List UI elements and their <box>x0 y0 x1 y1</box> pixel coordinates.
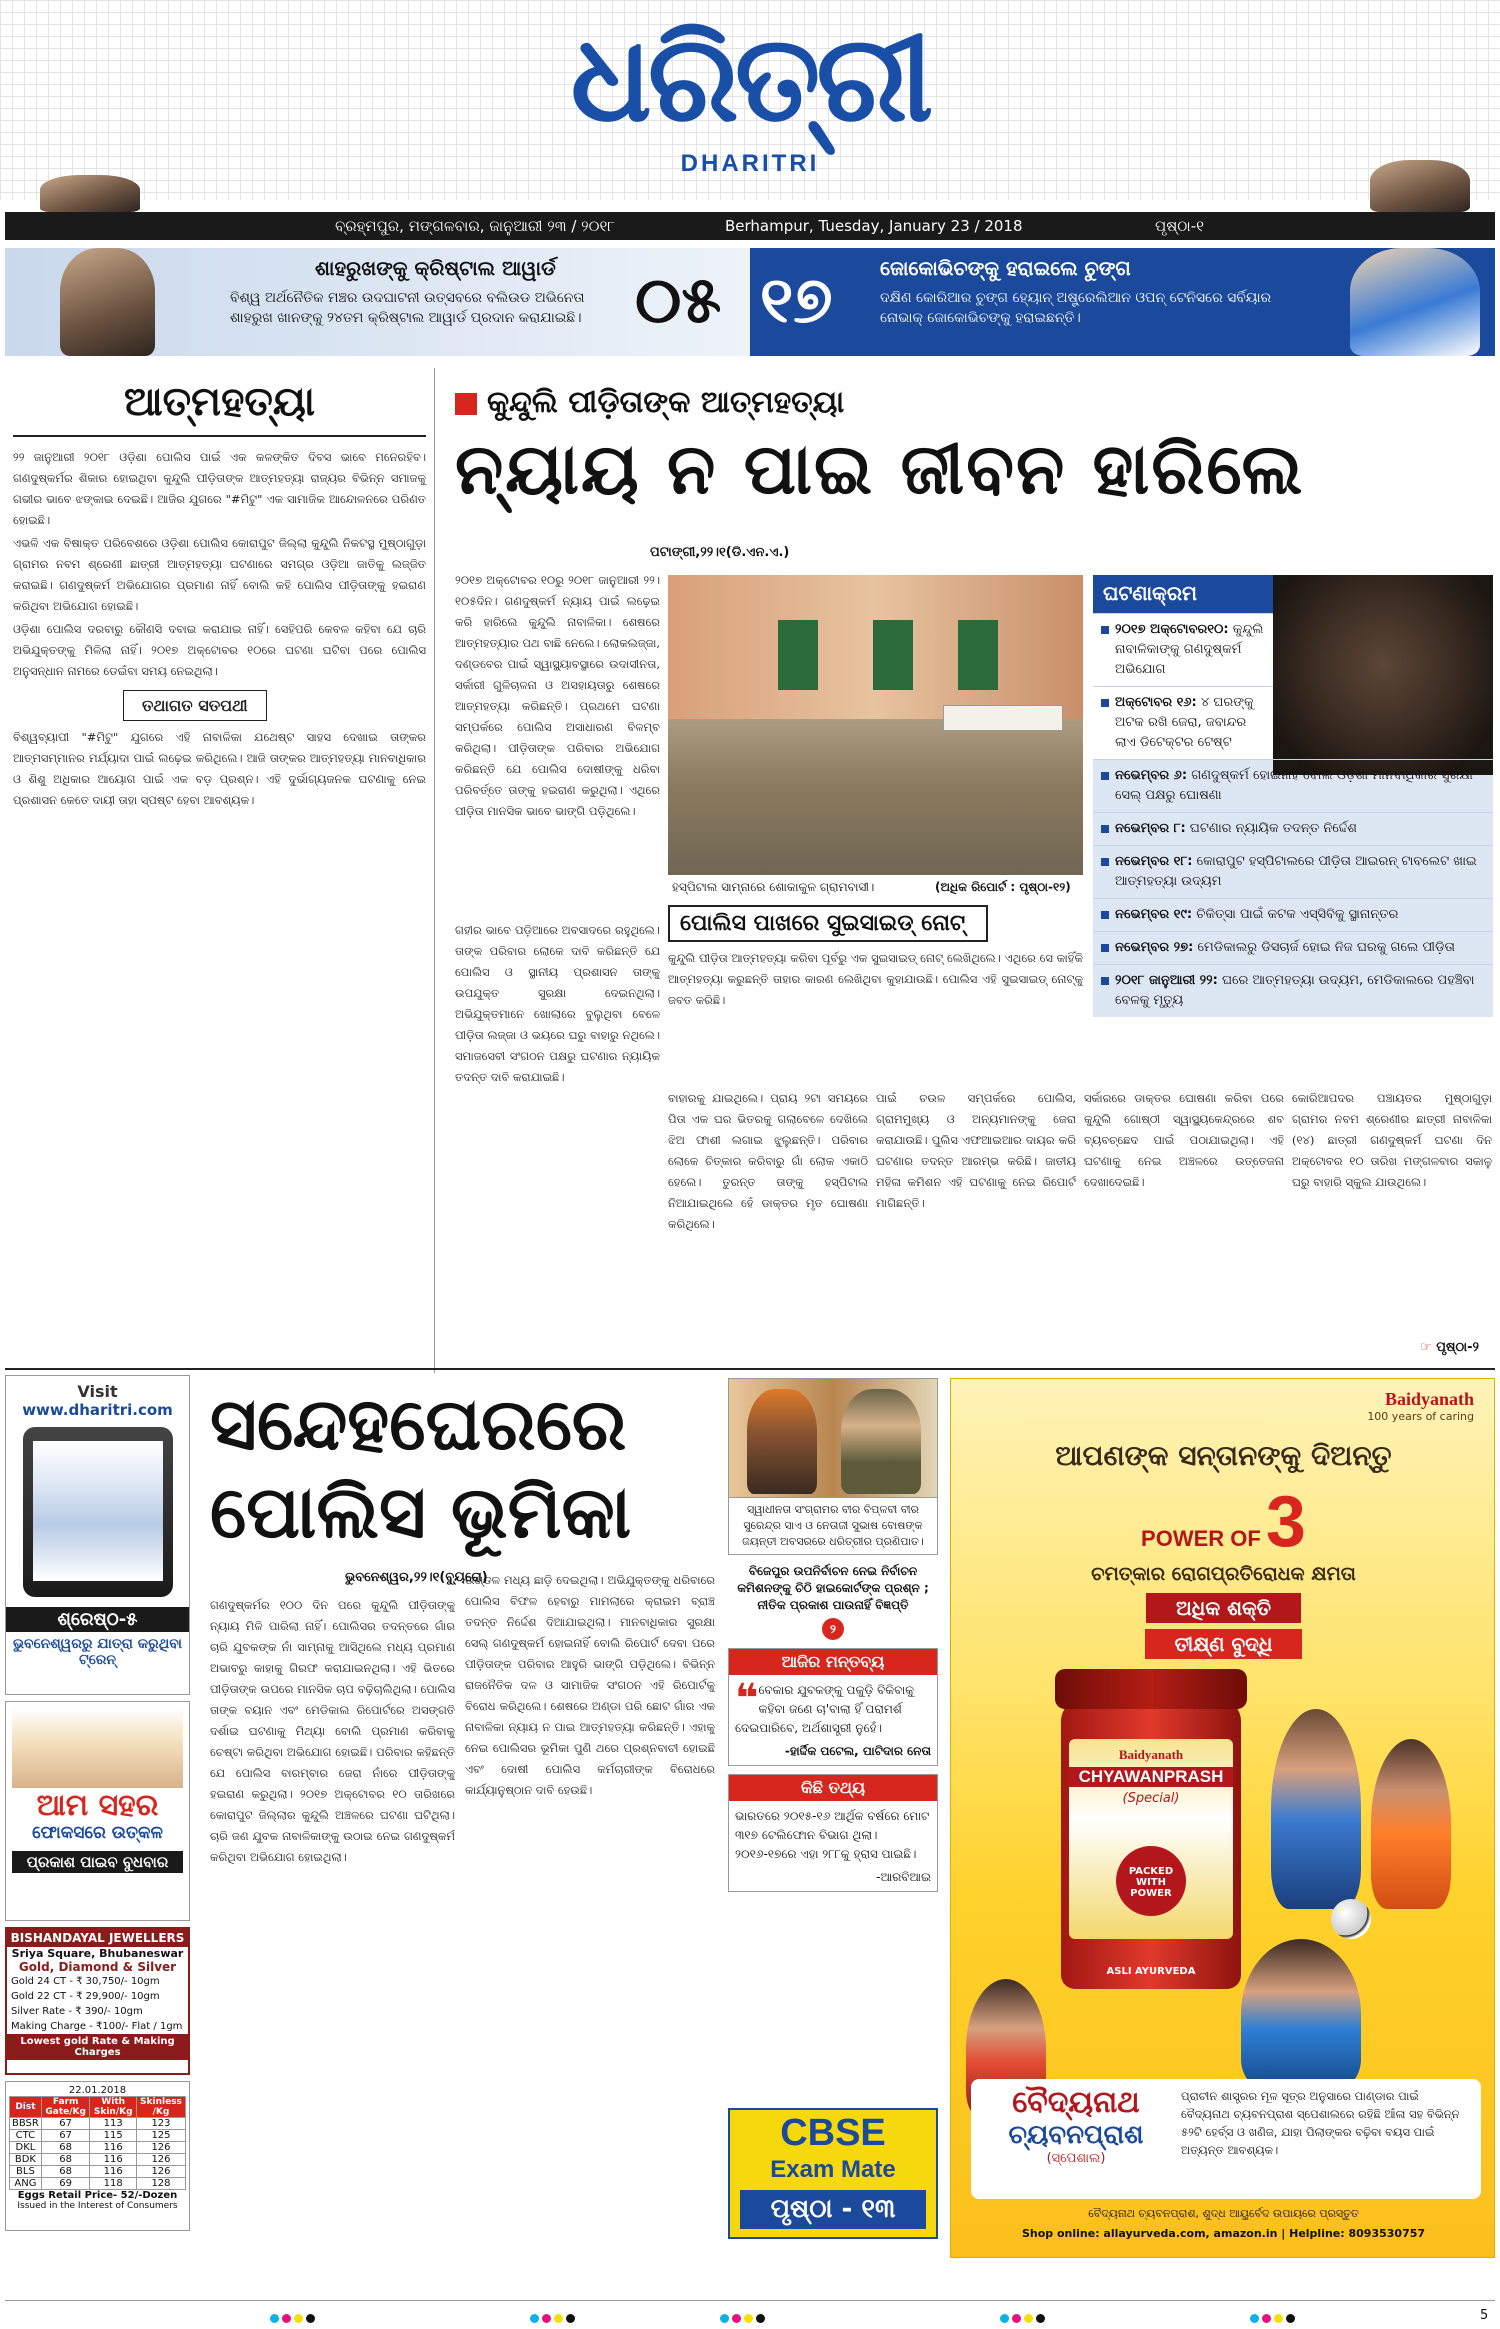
egg-table-cell: BBSR <box>10 2118 42 2130</box>
teaser-shahrukh[interactable] <box>5 248 750 356</box>
egg-table-cell: 68 <box>41 2154 90 2166</box>
sidebar-promos <box>5 1375 190 2255</box>
freedom-fighters-portrait <box>728 1378 938 1498</box>
jar-special: (Special) <box>1122 1791 1180 1806</box>
egg-table-cell: 67 <box>41 2130 90 2142</box>
editorial-paragraph: ବିଶ୍ୱବ୍ୟାପୀ "#ମିଟୁ" ଯୁଗରେ ଏହି ନାବାଳିକା ଯଥେଷ୍ଟ ସାହସ ଦେଖାଇ ତାଙ୍କର ଆତ୍ମସମ୍ମାନର ମର୍ଯ୍ୟାଦା ପାଇଁ ଲଢ଼େଇ କରିଥିଲେ। ଆଜି ତାଙ୍କର ଆତ୍ମହତ୍ୟା ମାନବାଧିକାର ଓ ଶିଶୁ ଅଧିକାର ଆୟୋଗ ପାଇଁ ଏକ ବଡ଼ ପ୍ରଶ୍ନ। ଏହି ଦୁର୍ଭାଗ୍ୟଜନକ ଘଟଣାକୁ ନେଇ ପ୍ରଶାସନ କେତେ ଦାୟୀ ତାହା ସ୍ପଷ୍ଟ ହେବା ଆବଶ୍ୟକ। <box>13 730 426 807</box>
jeweller-ad[interactable] <box>5 1927 190 2075</box>
promo-subtitle: ଫୋକସରେ ଉତ୍କଳ <box>32 1823 163 1843</box>
footer-page-number: 5 <box>1480 2308 1489 2323</box>
teaser-text: ବିଶ୍ୱ ଅର୍ଥନୈତିକ ମଞ୍ଚର ଉଦଘାଟନୀ ଉତ୍ସବରେ ବଲିଉଡ ଅଭିନେତା ଶାହରୁଖ ଖାନଙ୍କୁ ୨୪ତମ କ୍ରିଷ୍ଟାଲ ଆୱାର୍ଡ ପ୍ରଦାନ କରାଯାଇଛି। <box>230 290 585 326</box>
jar-product: CHYAWANPRASH <box>1069 1767 1233 1787</box>
egg-note: Issued in the Interest of Consumers <box>17 2201 178 2211</box>
child-figure <box>1271 1709 1361 1909</box>
ad-shop-online[interactable]: Shop online: allayurveda.com, amazon.in | Helpline: 8093530757 <box>1021 2227 1426 2240</box>
chung-photo <box>1350 248 1480 356</box>
date-odia: ବ୍ରହ୍ମପୁର, ମଙ୍ଗଳବାର, ଜାନୁଆରୀ ୨୩ / ୨୦୧୮ <box>335 217 616 235</box>
suicide-note-box <box>668 905 1083 1075</box>
lead-column-2: ଗହୀର ଭାବେ ପଡ଼ିଆରେ ଅବସାଦରେ ରହୁଥିଲେ। ତାଙ୍କ ପରିବାର ଲୋକେ ଦାବି କରିଛନ୍ତି ଯେ ପୋଲିସ ଓ ସ୍ଥାନୀୟ ପ୍ରଶାସନ ତାଙ୍କୁ ଉପଯୁକ୍ତ ସୁରକ୍ଷା ଦେଇନଥିଲା। ଅଭିଯୁକ୍ତମାନେ ଖୋଲାରେ ବୁଲୁଥିବା ବେଳେ ପୀଡ଼ିତା ଲଜ୍ଜା ଓ ଭୟରେ ଘରୁ ବାହାରୁ ନଥିଲେ। ସମାଜସେବୀ ସଂଗଠନ ପକ୍ଷରୁ ଘଟଣାର ନ୍ୟାୟିକ ତଦନ୍ତ ଦାବି କରାଯାଇଛି। <box>455 923 660 1084</box>
logo-subtitle: DHARITRI <box>680 150 820 177</box>
teaser-page: ୦୫ <box>635 264 722 338</box>
footer-rule <box>5 2300 1495 2301</box>
child-figure <box>1241 1939 1361 2089</box>
lead-dateline: ପଟାଙ୍ଗୀ,୨୨।୧(ଡି.ଏନ.ଏ.) <box>650 545 790 560</box>
phone-image <box>23 1427 173 1597</box>
teaser-text: ଦକ୍ଷିଣ କୋରିଆର ଚୁଙ୍ଗ ହ୍ୟୋନ୍ ଅଷ୍ଟ୍ରେଲିଆନ ଓପନ୍ ଟେନିସରେ ସର୍ବିୟାର ନୋଭାକ୍ ଜୋକୋଭିଚଙ୍କୁ ହରାଇଛନ୍ତି। <box>880 290 1272 326</box>
teaser-title: ଜୋକୋଭିଚଙ୍କୁ ହରାଇଲେ ଚୁଙ୍ଗ <box>880 256 1131 280</box>
lead-column-6: କୋରିଆପଦର ପଞ୍ଚାୟତର ମୁଷ୍ଠାଗୁଡ଼ା ଗ୍ରାମର ନବମ ଶ୍ରେଣୀର ଛାତ୍ରୀ ନାବାଳିକା (୧୪) ଛାତ୍ରୀ ଗଣଦୁଷ୍କର୍ମ ଘଟଣା ଦିନ ଅକ୍ଟୋବର ୧୦ ତାରିଖ ମଙ୍ଗଳବାର ସକାଳୁ ଘରୁ ବାହାରି ସ୍କୁଲ ଯାଉଥିଲେ। <box>1292 1091 1492 1189</box>
lead-kicker <box>455 385 1495 420</box>
print-registration-marks <box>1000 2312 1048 2326</box>
ad-benefit-2: ତୀକ୍ଷ୍ଣ ବୁଦ୍ଧି <box>1145 1629 1303 1659</box>
timeline-item: ନଭେମ୍ବର ୨୭: ମେଡିକାଲରୁ ଡିସଚାର୍ଜ ହୋଇ ନିଜ ଘରକୁ ଗଲେ ପୀଡ଼ିତା <box>1093 931 1493 964</box>
egg-table-cell: BDK <box>10 2154 42 2166</box>
lead-column-1: ୨୦୧୭ ଅକ୍ଟୋବର ୧୦ରୁ ୨୦୧୮ ଜାନୁଆରୀ ୨୨। ୧୦୫ଦିନ। ଗଣଦୁଷ୍କର୍ମ ନ୍ୟାୟ ପାଇଁ ଲଢ଼େଇ କରି ହାରିଲେ କୁନ୍ଦୁଲି ନାବାଳିକା। ଶେଷରେ ଆତ୍ମହତ୍ୟାର ପଥ ବାଛି ନେଲେ। ଲୋକଲଜ୍ଜା, ଦଣ୍ଡବେର ପାଇଁ ସ୍ୱାସ୍ଥ୍ୟାବସ୍ଥାରେ ଉଦାସୀନତା, ସର୍କାରୀ ଗୁଳିଚାଳନା ଓ ଅସହାୟତାରୁ ଶେଷରେ ଆତ୍ମହତ୍ୟା କରିଛନ୍ତି। ପ୍ରଥମେ ଘଟଣା ସମ୍ପର୍କରେ ପୋଲିସ ଅସାଧାରଣ ବିଳମ୍ବ କରିଥିଲା। ପୀଡ଼ିତାଙ୍କ ପରିବାର ଅଭିଯୋଗ କରିଛନ୍ତି ଯେ ପୋଲିସ ଦୋଷୀଙ୍କୁ ଧରିବା ପରିବର୍ତ୍ତେ ତାଙ୍କୁ ହଇରାଣ କରୁଥିଲା। ଏଥିରେ ପୀଡ଼ିତା ମାନସିକ ଭାବେ ଭାଙ୍ଗି ପଡ଼ିଥିଲେ। <box>455 573 660 818</box>
second-column-1: ଗଣଦୁଷ୍କର୍ମର ୧୦୦ ଦିନ ପରେ କୁନ୍ଦୁଲି ପୀଡ଼ିତାଙ୍କୁ ନ୍ୟାୟ ମିଳି ପାରିଲା ନାହିଁ। ପୋଲିସର ତଦନ୍ତରେ ଗାଁର ଚାରି ଯୁବକଙ୍କ ନାଁ ସାମ୍ନାକୁ ଆସିଥିଲେ ମଧ୍ୟ ପ୍ରମାଣ ଅଭାବରୁ କାହାକୁ ଗିରଫ କରାଯାଇନଥିଲା। ଏହି ଭିତରେ ପୀଡ଼ିତାଙ୍କ ଉପରେ ମାନସିକ ଚାପ ବଢ଼ିଚାଲିଥିଲା। ପୋଲିସ ତାଙ୍କ ବୟାନ ଏବଂ ମେଡିକାଲ ରିପୋର୍ଟରେ ଅସଙ୍ଗତି ଦର୍ଶାଇ ଘଟଣାକୁ ମିଥ୍ୟା ବୋଲି ପ୍ରମାଣ କରିବାକୁ ଚେଷ୍ଟା କରିଥିବା ଅଭିଯୋଗ ହୋଇଛି। ପରିବାର କହିଛନ୍ତି ଯେ ପୋଲିସ ବାରମ୍ବାର ଜେରା ନାଁରେ ପୀଡ଼ିତାଙ୍କୁ ହଇରାଣ କରୁଥିଲା। ୨୦୧୭ ଅକ୍ଟୋବର ୧୦ ତାରିଖରେ କୋରାପୁଟ ଜିଲ୍ଲାର କୁନ୍ଦୁଲି ଅଞ୍ଚଳରେ ଘଟଣା ଘଟିଥିଲା। ଚାରି ଜଣ ଯୁବକ ନାବାଳିକାଙ୍କୁ ଉଠାଇ ନେଇ ଗଣଦୁଷ୍କର୍ମ କରିଥିବା ଅଭିଯୋଗ ହୋଇଥିଲା। <box>210 1598 455 1864</box>
egg-table-cell: 126 <box>136 2154 185 2166</box>
timeline-title: ଘଟଣାକ୍ରମ <box>1093 575 1493 613</box>
second-headline-line2: ପୋଲିସ ଭୂମିକା <box>210 1470 632 1554</box>
lead-column-4: ପାଇଁ ଚଉଳ ସମ୍ପର୍କରେ ପୋଲିସ, ଗ୍ରାମମୁଖ୍ୟ ଓ ଅନ୍ୟମାନଙ୍କୁ ଜେରା କରାଯାଉଛି। ପୁଲିସ ଏଫଆଇଆର ଦାୟର କରି ଘଟଣାର ତଦନ୍ତ ଆରମ୍ଭ କରିଛି। ଜାତୀୟ ମହିଳା କମିଶନ ଏହି ଘଟଣାକୁ ନେଇ ରିପୋର୍ଟ ମାଗିଛନ୍ତି। <box>876 1091 1076 1210</box>
egg-table-cell: ANG <box>10 2178 42 2190</box>
page-number: ପୃଷ୍ଠା-୧ <box>1155 217 1204 235</box>
egg-table-row <box>10 2142 186 2154</box>
silver-rate: Silver Rate - ₹ 390/- 10gm <box>11 2006 143 2017</box>
egg-table-header: Dist <box>10 2097 42 2118</box>
suicide-note-text: କୁନ୍ଦୁଲି ପୀଡ଼ିତା ଆତ୍ମହତ୍ୟା କରିବା ପୂର୍ବରୁ ଏକ ସୁଇସାଇଡ୍ ନୋଟ୍ ଲେଖିଥିଲେ। ଏଥିରେ ସେ କାହିଁକି ଆତ୍ମହତ୍ୟା କରୁଛନ୍ତି ତାହାର କାରଣ ଲେଖିଥିବା କୁହାଯାଉଛି। ପୋଲିସ ଏହି ସୁଇସାଇଡ୍ ନୋଟ୍‌କୁ ଜବତ କରିଛି। <box>668 951 1083 1007</box>
ad-benefit: ଚମତ୍କାର ରୋଗପ୍ରତିରୋଧକ କ୍ଷମତା <box>1091 1563 1356 1585</box>
egg-table-cell: 113 <box>90 2118 137 2130</box>
egg-table-cell: DKL <box>10 2142 42 2154</box>
website-promo[interactable] <box>5 1375 190 1695</box>
cbse-page: ପୃଷ୍ଠା - ୧୩ <box>740 2190 926 2229</box>
editorial-paragraph: ଓଡ଼ିଶା ପୋଲିସ ଦରବାରୁ କୌଣସି ଦବାଇ କରାଯାଇ ନାହିଁ। ସେହିପରି କେବଳ କହିବା ଯେ ଚାରି ଅଭିଯୁକ୍ତଙ୍କୁ ମିଳିଲା ନାହିଁ। ୨୦୧୭ ଅକ୍ଟୋବର ୧୦ରେ ଘଟଣା ଘଟିବା ପରେ ପୋଲିସ ଅନୁସନ୍ଧାନ ନାମରେ ଡେଇଁବା ସମୟ ନେଇଥିଲା। <box>13 622 426 678</box>
egg-date: 22.01.2018 <box>68 2085 127 2096</box>
quote-author: -ହାର୍ଦ୍ଦିକ ପଟେଲ, ପାଟିଦାର ନେତା <box>784 1744 931 1758</box>
cbse-subtitle: Exam Mate <box>770 2156 896 2183</box>
lead-column-5: ସର୍କାରରେ ଡାକ୍ତର ଘୋଷଣା କରିବା ପରେ କୁନ୍ଦୁଲି ଗୋଷ୍ଠୀ ସ୍ୱାସ୍ଥ୍ୟକେନ୍ଦ୍ରରେ ଶବ ବ୍ୟବଚ୍ଛେଦ ପାଇଁ ପଠାଯାଇଥିଲା। ଏହି ଘଟଣାକୁ ନେଇ ଅଞ୍ଚଳରେ ଉତ୍ତେଜନା ଦେଖାଦେଇଛି। <box>1084 1091 1284 1189</box>
egg-rate-table <box>9 2096 186 2190</box>
egg-table-cell: BLS <box>10 2166 42 2178</box>
logo-title: ଧରିତ୍ରୀ <box>570 10 930 149</box>
ad-footer-note: ବୈଦ୍ୟନାଥ ଚ୍ୟବନପ୍ରାଶ, ଶୁଦ୍ଧ ଆୟୁର୍ବେଦ ଉପାୟରେ ପ୍ରସ୍ତୁତ <box>1088 2207 1359 2220</box>
football-icon <box>1331 1899 1371 1939</box>
teaser-page: ୧୭ <box>760 264 833 338</box>
egg-table-cell: 116 <box>90 2142 137 2154</box>
lead-column-3: ବାହାରକୁ ଯାଇଥିଲେ। ପ୍ରାୟ ୨ଟା ସମୟରେ ପିତା ଏକ ଘର ଭିତରକୁ ଗଲାବେଳେ ଦେଖିଲେ ଝିଅ ଫାଶୀ ଲଗାଇ ଝୁଲୁଛନ୍ତି। ପରିବାର ଲୋକେ ଚିତ୍କାର କରିବାରୁ ଗାଁ ଲୋକ ଏକାଠି ହେଲେ। ତୁରନ୍ତ ତାଙ୍କୁ ହସ୍ପିଟାଲ ନିଆଯାଇଥିଲେ ହେଁ ଡାକ୍ତର ମୃତ ଘୋଷଣା କରିଥିଲେ। <box>668 1091 868 1231</box>
shahrukh-photo <box>60 248 155 356</box>
surendra-sai-portrait <box>747 1389 817 1494</box>
egg-table-cell: 126 <box>136 2142 185 2154</box>
logo <box>530 10 970 190</box>
egg-table-header: Farm Gate/Kg <box>41 2097 90 2118</box>
chung-portrait-head <box>1370 160 1470 212</box>
city-skyline-image <box>12 1708 183 1788</box>
timeline-item: ଅକ୍ଟୋବର ୧୬: ୪ ଘରଙ୍କୁ ଅଟକ ରଖି ଜେରା, ଜବାନ୍ଦର ଲାଏ ଡିଟେକ୍ଟର ଟେଷ୍ଟ <box>1093 686 1273 759</box>
teaser-chung[interactable] <box>750 248 1495 356</box>
print-registration-marks <box>720 2312 768 2326</box>
egg-table-row <box>10 2166 186 2178</box>
train-text: ଭୁବନେଶ୍ୱରରୁ ଯାତ୍ରା କରୁଥିବା ଟ୍ରେନ୍ <box>13 1636 182 1668</box>
ad-years: 100 years of caring <box>1367 1410 1474 1423</box>
visit-label: Visit <box>77 1382 118 1401</box>
egg-table-cell: CTC <box>10 2130 42 2142</box>
grieving-woman-image <box>1273 575 1493 775</box>
chyawanprash-jar <box>1061 1699 1241 1989</box>
egg-rate-card <box>5 2081 190 2231</box>
second-story <box>210 1380 720 1556</box>
egg-table-cell: 68 <box>41 2166 90 2178</box>
egg-table-cell: 69 <box>41 2178 90 2190</box>
ad-benefit-1: ଅଧିକ ଶକ୍ତି <box>1146 1593 1301 1623</box>
lead-story <box>455 385 1495 514</box>
cbse-exam-mate-promo[interactable] <box>728 2108 938 2239</box>
egg-table-row <box>10 2118 186 2130</box>
quote-text: ବେକାର ଯୁବକଙ୍କୁ ପକୁଡ଼ି ବିକିବାକୁ କହିବା ଜଣେ ଚା'ବାଲା ହିଁ ପରାମର୍ଶ ଦେଇପାରିବେ, ଅର୍ଥଶାସ୍ତ୍ରୀ ନୁହେଁ। <box>735 1683 914 1735</box>
editorial-title: ଆତ୍ମହତ୍ୟା <box>123 378 316 425</box>
jeweller-address: Sriya Square, Bhubaneswar <box>11 1947 184 1960</box>
promo-title: ଆମ ସହର <box>36 1788 159 1823</box>
ad-description: ପ୍ରାଚୀନ ଶାସ୍ତ୍ରର ମୂଳ ସୂତ୍ର ଅନୁସାରେ ପାଣ୍ଡାର ପାଇଁ ବୈଦ୍ୟନାଥ ଚ୍ୟବନପ୍ରାଶ ସ୍ପେଶାଲରେ ରହିଛି ଆଁଳା ସହ ବିଭିନ୍ନ ୫୨ଟି ହେର୍ବ୍ସ ଓ ଖଣିଜ, ଯାହା ପିଲାଙ୍କର ବଢ଼ିବା ବୟସ ପାଇଁ ଅତ୍ୟନ୍ତ ଆବଶ୍ୟକ। <box>1181 2089 1460 2157</box>
timeline-item: ନଭେମ୍ବର ୧୮: କୋରାପୁଟ ହସ୍ପିଟାଲରେ ପୀଡ଼ିତା ଆଇରନ୍ ଟାବଲେଟ ଖାଇ ଆତ୍ମହତ୍ୟା ଉଦ୍ୟମ <box>1093 845 1493 898</box>
editorial-paragraph: ୨୨ ଜାନୁଆରୀ ୨୦୧୮ ଓଡ଼ିଶା ପୋଲିସ ପାଇଁ ଏକ କଳଙ୍କିତ ଦିବସ ଭାବେ ମନେରହିବ। ଗଣଦୁଷ୍କର୍ମର ଶିକାର ହୋଇଥିବା କୁନ୍ଦୁଲି ପୀଡ଼ିତାଙ୍କ ଆତ୍ମହତ୍ୟା ରାଜ୍ୟର ବିଭିନ୍ନ ସମାଜକୁ ଗଭୀର ଭାବେ ଝଙ୍କାଇ ଦେଇଛି। ଆଜିର ଯୁଗରେ "#ମିଟୁ" ଏକ ସାମାଜିକ ଆନ୍ଦୋଳନରେ ପରିଣତ ହୋଇଛି। <box>13 450 426 527</box>
date-bar <box>5 212 1495 240</box>
fact-title: କିଛି ତଥ୍ୟ <box>729 1775 937 1801</box>
second-dateline: ଭୁବନେଶ୍ୱର,୨୨।୧(ବ୍ୟୁରୋ) <box>345 1570 488 1585</box>
fact-box <box>728 1774 938 1892</box>
jeweller-head: Gold, Diamond & Silver <box>18 1960 177 1974</box>
quote-title: ଆଜିର ମନ୍ତବ୍ୟ <box>729 1649 937 1675</box>
jar-brand: Baidyanath <box>1118 1747 1184 1762</box>
lead-kicker-text: କୁନ୍ଦୁଲି ପୀଡ଼ିତାଙ୍କ ଆତ୍ମହତ୍ୟା <box>487 385 845 420</box>
website-url[interactable]: www.dharitri.com <box>22 1401 173 1419</box>
egg-table-cell: 118 <box>90 2178 137 2190</box>
print-registration-marks <box>270 2312 318 2326</box>
ad-power-label: POWER OF <box>1141 1526 1261 1551</box>
section-divider <box>5 1368 1495 1370</box>
gold22-rate: Gold 22 CT - ₹ 29,900/- 10gm <box>11 1991 160 2002</box>
egg-table-cell: 115 <box>90 2130 137 2142</box>
timeline-item: ନଭେମ୍ବର ୮: ଘଟଣାର ନ୍ୟାୟିକ ତଦନ୍ତ ନିର୍ଦ୍ଦେଶ <box>1093 812 1493 845</box>
egg-table-header: With Skin/Kg <box>90 2097 137 2118</box>
brief-page: ୨ <box>822 1618 844 1640</box>
second-column-2: ଉଣ୍ଡଳ ମଧ୍ୟ ଛାଡ଼ି ଦେଇଥିଲା। ଅଭିଯୁକ୍ତଙ୍କୁ ଧରିବାରେ ପୋଲିସ ବିଫଳ ହେବାରୁ ମାମଲାରେ କ୍ରାଇମ ବ୍ରାଞ୍ଚ ତଦନ୍ତ ନିର୍ଦ୍ଦେଶ ଦିଆଯାଇଥିଲା। ମାନବାଧିକାର ସୁରକ୍ଷା ସେଲ୍ ଗଣଦୁଷ୍କର୍ମ ହୋଇନାହିଁ ବୋଲି ରିପୋର୍ଟ ଦେବା ପରେ ପୀଡ଼ିତାଙ୍କ ପରିବାର ଆହୁରି ଭାଙ୍ଗି ପଡ଼ିଥିଲେ। ବିଭିନ୍ନ ରାଜନୈତିକ ଦଳ ଓ ସାମାଜିକ ସଂଗଠନ ଏହି ରିପୋର୍ଟକୁ ବିରୋଧ କରିଥିଲେ। ଶେଷରେ ଅଣ୍ଡା ପରି ଛୋଟ ଗାଁର ଏକ ନାବାଳିକା ନ୍ୟାୟ ନ ପାଇ ଆତ୍ମହତ୍ୟା କରିଛନ୍ତି। ଏହାକୁ ନେଇ ପୋଲିସର ଭୂମିକା ପୁଣି ଥରେ ପ୍ରଶ୍ନବାଚୀ ହୋଇଛି ଏବଂ ଦୋଷୀ ପୋଲିସ କର୍ମଚାରୀଙ୍କ ବିରୋଧରେ କାର୍ଯ୍ୟାନୁଷ୍ଠାନ ଦାବି ହେଉଛି। <box>465 1573 715 1797</box>
jar-badge: PACKED WITH POWER <box>1116 1846 1186 1916</box>
gold24-rate: Gold 24 CT - ₹ 30,750/- 10gm <box>11 1976 160 1987</box>
timeline-item: ୨୦୧୭ ଅକ୍ଟୋବର୧୦: କୁନ୍ଦୁଲି ନାବାଳିକାଙ୍କୁ ଗଣଦୁଷ୍କର୍ମ ଅଭିଯୋଗ <box>1093 613 1273 686</box>
promo-tag: ପ୍ରକାଶ ପାଇବ ବୁଧବାର <box>12 1851 183 1873</box>
egg-table-cell: 68 <box>41 2142 90 2154</box>
jeweller-footer: Lowest gold Rate & Making Charges <box>7 2034 188 2060</box>
train-tag: ଶ୍ରେଷ୍ଠ-୫ <box>6 1607 189 1632</box>
second-headline-line1: ସନ୍ଦେହଘେରରେ <box>210 1382 627 1466</box>
quote-mark-icon: ❝ <box>735 1676 759 1722</box>
cbse-title: CBSE <box>780 2112 886 2154</box>
date-english: Berhampur, Tuesday, January 23 / 2018 <box>725 217 1023 235</box>
jeweller-name: BISHANDAYAL JEWELLERS <box>7 1929 188 1947</box>
timeline-item: ନଭେମ୍ବର ୬: ଗଣଦୁଷ୍କର୍ମ ହୋଇନାହିଁ ବୋଲି ଓଡ଼ିଶା ମାନବାଧିକାର ସୁରକ୍ଷା ସେଲ୍ ପକ୍ଷରୁ ଘୋଷଣା <box>1093 759 1493 812</box>
baidyanath-ad[interactable] <box>950 1378 1495 2258</box>
subhas-bose-portrait <box>841 1389 921 1494</box>
ad-logo-special: (ସ୍ପେଶାଲ) <box>1046 2151 1106 2166</box>
lead-headline: ନ୍ୟାୟ ନ ପାଇ ଜୀବନ ହାରିଲେ <box>455 428 1305 510</box>
egg-retail: Eggs Retail Price- 52/-Dozen <box>17 2190 178 2201</box>
ad-power-number: 3 <box>1265 1482 1306 1562</box>
quote-box <box>728 1648 938 1766</box>
jar-footer: ASLI AYURVEDA <box>1106 1966 1196 1977</box>
suicide-note-title: ପୋଲିସ ପାଖରେ ସୁଇସାଇଡ୍ ନୋଟ୍ <box>668 905 988 942</box>
fact-text: ଭାରତରେ ୨୦୧୫-୧୬ ଆର୍ଥିକ ବର୍ଷରେ ମୋଟ ୩୧୭ ଟେଲିଫୋନ ବିଭାଗ ଥିଲା। ୨୦୧୬-୧୭ରେ ଏହା ୨୮୮କୁ ହ୍ରାସ ପାଇଛି। <box>735 1809 930 1861</box>
portrait-caption: ସ୍ୱାଧୀନତା ସଂଗ୍ରାମର ବୀର ବିପ୍ଳବୀ ବୀର ସୁରେନ୍ଦ୍ର ସାଏ ଓ ନେତାଜୀ ସୁଭାଷ ବୋଷଙ୍କ ଜୟନ୍ତୀ ଅବସରରେ ଧରିତ୍ରୀର ପ୍ରଣିପାତ। <box>728 1498 938 1555</box>
print-registration-marks <box>1250 2312 1298 2326</box>
egg-table-cell: 125 <box>136 2130 185 2142</box>
print-registration-marks <box>530 2312 578 2326</box>
making-charge: Making Charge - ₹100/- Flat / 1gm <box>11 2021 183 2032</box>
timeline <box>1093 575 1493 1083</box>
timeline-item: ନଭେମ୍ବର ୧୯: ଚିକିତ୍ସା ପାଇଁ କଟକ ଏସ୍‌ସିବିକୁ ସ୍ଥାନାନ୍ତର <box>1093 898 1493 931</box>
ad-tagline: ଆପଣଙ୍କ ସନ୍ତାନଙ୍କୁ ଦିଅନ୍ତୁ <box>1055 1439 1392 1472</box>
ad-logo-product: ଚ୍ୟବନପ୍ରାଶ <box>1008 2120 1144 2150</box>
editorial-paragraph: ଏଭଳି ଏକ ବିଷାକ୍ତ ପରିବେଶରେ ଓଡ଼ିଶା ପୋଲିସ କୋରାପୁଟ ଜିଲ୍ଲା କୁନ୍ଦୁଲି ନିକଟସ୍ଥ ମୁଷ୍ଠାଗୁଡ଼ା ଗ୍ରାମର ନବମ ଶ୍ରେଣୀ ଛାତ୍ରୀ ଆତ୍ମହତ୍ୟା ଘଟଣାରେ ସମଗ୍ର ଓଡ଼ିଆ ଜାତିକୁ ଲଜ୍ଜିତ କରାଇଛି। ଗଣଦୁଷ୍କର୍ମ ଅଭିଯୋଗର ପ୍ରମାଣ ନାହିଁ ବୋଲି କହି ପୋଲିସ ପୀଡ଼ିତାଙ୍କୁ ହଇରାଣ କରିଥିବା ଅଭିଯୋଗ ହୋଇଛି। <box>13 536 426 613</box>
egg-table-row <box>10 2130 186 2142</box>
teaser-title: ଶାହରୁଖଙ୍କୁ କ୍ରିଷ୍ଟାଲ ଆୱାର୍ଡ <box>315 256 556 280</box>
egg-table-header: Skinless /Kg <box>136 2097 185 2118</box>
egg-table-cell: 116 <box>90 2166 137 2178</box>
ad-logo-panel <box>971 2079 1481 2199</box>
editorial-author: ତଥାଗତ ସତପଥୀ <box>123 690 267 721</box>
child-figure <box>1371 1739 1451 1909</box>
egg-table-cell: 67 <box>41 2118 90 2130</box>
shahrukh-portrait-head <box>40 175 140 212</box>
timeline-item: ୨୦୧୮ ଜାନୁଆରୀ ୨୨: ଘରେ ଆତ୍ମହତ୍ୟା ଉଦ୍ୟମ, ମେଡିକାଲରେ ପହଞ୍ଚିବା ବେଳକୁ ମୃତ୍ୟୁ <box>1093 964 1493 1017</box>
egg-table-cell: 123 <box>136 2118 185 2130</box>
photo-credit: (ଅଧିକ ରିପୋର୍ଟ : ପୃଷ୍ଠା-୧୨) <box>935 880 1071 894</box>
egg-table-row <box>10 2154 186 2166</box>
continue-link[interactable]: ☞ ପୃଷ୍ଠା-୨ <box>1420 1340 1480 1355</box>
photo-caption: ହସ୍ପିଟାଲ ସାମ୍ନାରେ ଶୋକାକୁଳ ଗ୍ରାମବାସୀ। <box>672 880 875 894</box>
egg-table-row <box>10 2178 186 2190</box>
ad-brand: Baidyanath <box>1384 1389 1474 1409</box>
fact-source: -ଆରବିଆଇ <box>876 1870 931 1884</box>
egg-table-cell: 116 <box>90 2154 137 2166</box>
editorial <box>5 368 435 1373</box>
egg-table-cell: 128 <box>136 2178 185 2190</box>
egg-table-cell: 126 <box>136 2166 185 2178</box>
am-sahar-promo[interactable] <box>5 1701 190 1921</box>
brief-text: ବିଜେପୁର ଉପନିର୍ବାଚନ ନେଇ ନିର୍ବାଚନ କମିଶନଙ୍କୁ ଚିଠି ହାଇକୋର୍ଟଙ୍କ ପ୍ରଶ୍ନ ; ନୀତିକ ପ୍ରକାଶ ପାଉନାହିଁ ବିଜ୍ଞପ୍ତି <box>737 1564 929 1612</box>
briefs-column <box>728 1378 938 2258</box>
ad-logo-odia: ବୈଦ୍ୟନାଥ <box>1012 2085 1140 2120</box>
hospital-photo <box>668 575 1083 875</box>
editorial-body <box>5 447 434 1397</box>
